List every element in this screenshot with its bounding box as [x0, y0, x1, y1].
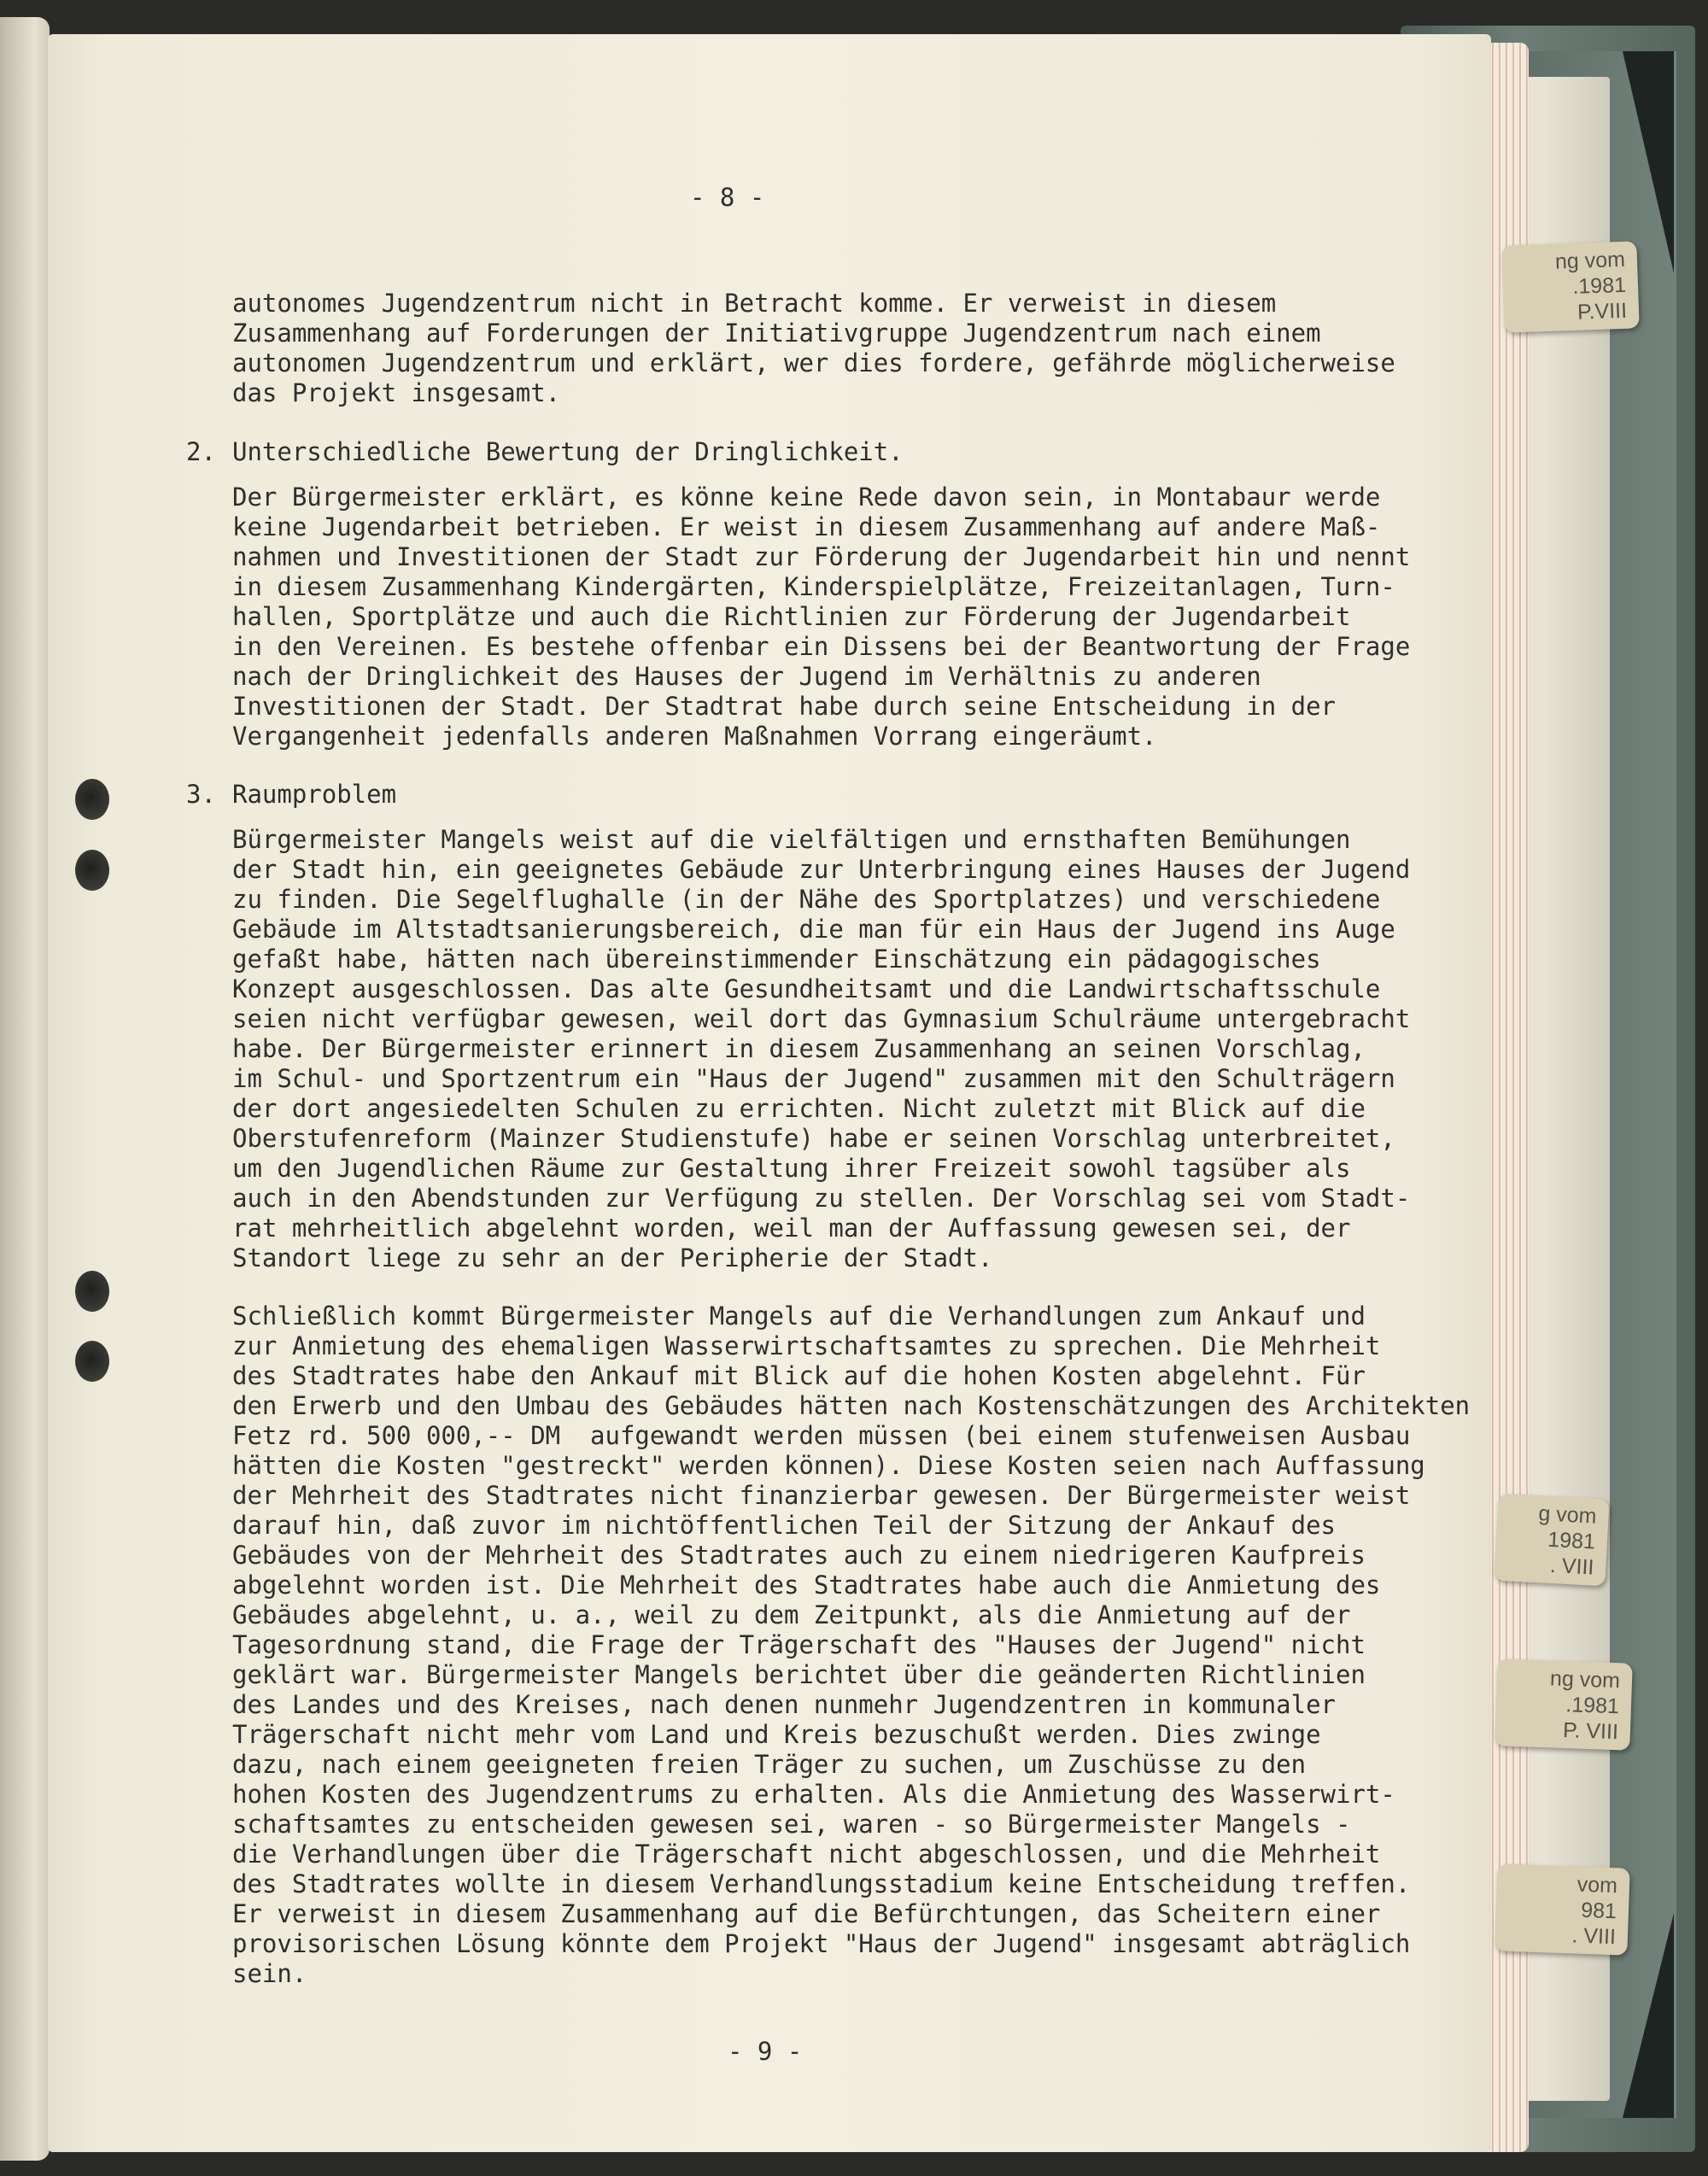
text-line: autonomes Jugendzentrum nicht in Betracht komme. Er verweist in diesem	[232, 289, 1277, 318]
text-line: den Erwerb und den Umbau des Gebäudes hätten nach Kostenschätzungen des Architekten	[232, 1391, 1471, 1420]
text-line: darauf hin, daß zuvor im nichtöffentlichen Teil der Sitzung der Ankauf des	[232, 1511, 1337, 1540]
text-line: autonomen Jugendzentrum und erklärt, wer dies fordere, gefährde möglicherweise	[232, 348, 1395, 377]
text-line: Der Bürgermeister erklärt, es könne keine Rede davon sein, in Montabaur werde	[232, 483, 1381, 512]
section-number: 3.	[186, 780, 216, 809]
text-line: rat mehrheitlich abgelehnt worden, weil man der Auffassung gewesen sei, der	[232, 1214, 1351, 1243]
index-tab-label: g vom	[1537, 1501, 1598, 1529]
index-tab-label: . VIII	[1571, 1923, 1617, 1950]
text-line: auch in den Abendstunden zur Verfügung zu stellen. Der Vorschlag sei vom Stadt-	[232, 1184, 1411, 1213]
text-line: um den Jugendlichen Räume zur Gestaltung ihrer Freizeit sowohl tagsüber als	[232, 1154, 1351, 1183]
index-tab-label: ng vom	[1554, 247, 1626, 274]
text-line: zu finden. Die Segelflughalle (in der Nähe des Sportplatzes) und verschiedene	[232, 885, 1381, 914]
text-line: in den Vereinen. Es bestehe offenbar ein Dissens bei der Beantwortung der Frage	[232, 632, 1411, 661]
text-line: keine Jugendarbeit betrieben. Er weist in diesem Zusammenhang auf andere Maß-	[232, 512, 1381, 541]
text-line: Gebäudes von der Mehrheit des Stadtrates auch zu einem niedrigeren Kaufpreis	[232, 1541, 1366, 1570]
text-line: Er verweist in diesem Zusammenhang auf die Befürchtungen, das Scheitern einer	[232, 1899, 1381, 1928]
text-line: der Stadt hin, ein geeignetes Gebäude zur Unterbringung eines Hauses der Jugend	[232, 855, 1411, 884]
text-line: hohen Kosten des Jugendzentrums zu erhalten. Als die Anmietung des Wasserwirt-	[232, 1780, 1395, 1809]
text-line: Schließlich kommt Bürgermeister Mangels auf die Verhandlungen zum Ankauf und	[232, 1302, 1366, 1331]
text-line: Konzept ausgeschlossen. Das alte Gesundheitsamt und die Landwirtschaftsschule	[232, 974, 1381, 1003]
text-line: hallen, Sportplätze und auch die Richtlinien zur Förderung der Jugendarbeit	[232, 602, 1351, 631]
text-line: das Projekt insgesamt.	[232, 378, 561, 407]
index-tab-label: 1981	[1547, 1527, 1596, 1554]
text-line: Zusammenhang auf Forderungen der Initiativgruppe Jugendzentrum nach einem	[232, 319, 1321, 348]
text-line: des Stadtrates wollte in diesem Verhandlungsstadium keine Entscheidung treffen.	[232, 1869, 1411, 1898]
text-line: Standort liege zu sehr an der Peripherie der Stadt.	[232, 1243, 993, 1272]
page-number-footer: - 9 -	[728, 2037, 803, 2066]
text-line: der dort angesiedelten Schulen zu errichten. Nicht zuletzt mit Blick auf die	[232, 1094, 1366, 1123]
text-line: des Stadtrates habe den Ankauf mit Blick auf die hohen Kosten abgelehnt. Für	[232, 1361, 1366, 1390]
index-tab-label: . VIII	[1549, 1553, 1595, 1580]
index-tab-label: .1981	[1565, 1693, 1620, 1719]
page-number-header: - 8 -	[690, 183, 765, 212]
section-heading: Unterschiedliche Bewertung der Dringlichkeit.	[232, 437, 904, 466]
text-line: Fetz rd. 500 000,-- DM aufgewandt werden müssen (bei einem stufenweisen Ausbau	[232, 1421, 1411, 1450]
index-tab-label: vom	[1576, 1872, 1618, 1898]
text-line: geklärt war. Bürgermeister Mangels berichtet über die geänderten Richtlinien	[232, 1660, 1366, 1689]
text-line: zur Anmietung des ehemaligen Wasserwirtschaftsamtes zu sprechen. Die Mehrheit	[232, 1331, 1381, 1360]
section-number: 2.	[186, 437, 216, 466]
index-tab-label: .1981	[1571, 272, 1627, 299]
text-line: Vergangenheit jedenfalls anderen Maßnahmen Vorrang eingeräumt.	[232, 722, 1157, 751]
text-line: Oberstufenreform (Mainzer Studienstufe) habe er seinen Vorschlag unterbreitet,	[232, 1124, 1395, 1153]
text-line: sein.	[232, 1959, 307, 1988]
text-line: abgelehnt worden ist. Die Mehrheit des Stadtrates habe auch die Anmietung des	[232, 1571, 1381, 1600]
text-line: Tagesordnung stand, die Frage der Trägerschaft des "Hauses der Jugend" nicht	[232, 1630, 1366, 1659]
text-line: Investitionen der Stadt. Der Stadtrat habe durch seine Entscheidung in der	[232, 692, 1337, 721]
text-line: dazu, nach einem geeigneten freien Träger zu suchen, um Zuschüsse zu den	[232, 1750, 1307, 1779]
text-line: nahmen und Investitionen der Stadt zur Förderung der Jugendarbeit hin und nennt	[232, 542, 1411, 571]
text-line: des Landes und des Kreises, nach denen nunmehr Jugendzentren in kommunaler	[232, 1690, 1337, 1719]
text-line: seien nicht verfügbar gewesen, weil dort das Gymnasium Schulräume untergebracht	[232, 1004, 1411, 1033]
index-tab-label: 981	[1580, 1898, 1617, 1924]
section-heading: Raumproblem	[232, 780, 397, 809]
text-line: schaftsamtes zu entscheiden gewesen sei, waren - so Bürgermeister Mangels -	[232, 1810, 1351, 1839]
text-line: Gebäudes abgelehnt, u. a., weil zu dem Zeitpunkt, als die Anmietung auf der	[232, 1600, 1351, 1629]
index-tab-label: P. VIII	[1562, 1717, 1619, 1745]
text-line: habe. Der Bürgermeister erinnert in diesem Zusammenhang an seinen Vorschlag,	[232, 1034, 1366, 1063]
text-line: im Schul- und Sportzentrum ein "Haus der Jugend" zusammen mit den Schulträgern	[232, 1064, 1395, 1093]
text-line: der Mehrheit des Stadtrates nicht finanzierbar gewesen. Der Bürgermeister weist	[232, 1481, 1411, 1510]
text-line: nach der Dringlichkeit des Hauses der Jugend im Verhältnis zu anderen	[232, 662, 1261, 691]
text-line: hätten die Kosten "gestreckt" werden können). Diese Kosten seien nach Auffassung	[232, 1451, 1425, 1480]
text-line: Trägerschaft nicht mehr vom Land und Kreis bezuschußt werden. Dies zwinge	[232, 1720, 1321, 1749]
index-tab-label: ng vom	[1549, 1666, 1621, 1693]
text-line: in diesem Zusammenhang Kindergärten, Kinderspielplätze, Freizeitanlagen, Turn-	[232, 572, 1395, 601]
text-line: die Verhandlungen über die Trägerschaft nicht abgeschlossen, und die Mehrheit	[232, 1840, 1381, 1869]
text-line: gefaßt habe, hätten nach übereinstimmender Einschätzung ein pädagogisches	[232, 945, 1321, 974]
text-line: Bürgermeister Mangels weist auf die vielfältigen und ernsthaften Bemühungen	[232, 825, 1351, 854]
text-line: provisorischen Lösung könnte dem Projekt "Haus der Jugend" insgesamt abträglich	[232, 1929, 1411, 1958]
index-tab-label: P.VIII	[1576, 298, 1628, 325]
text-line: Gebäude im Altstadtsanierungsbereich, die man für ein Haus der Jugend ins Auge	[232, 915, 1395, 944]
